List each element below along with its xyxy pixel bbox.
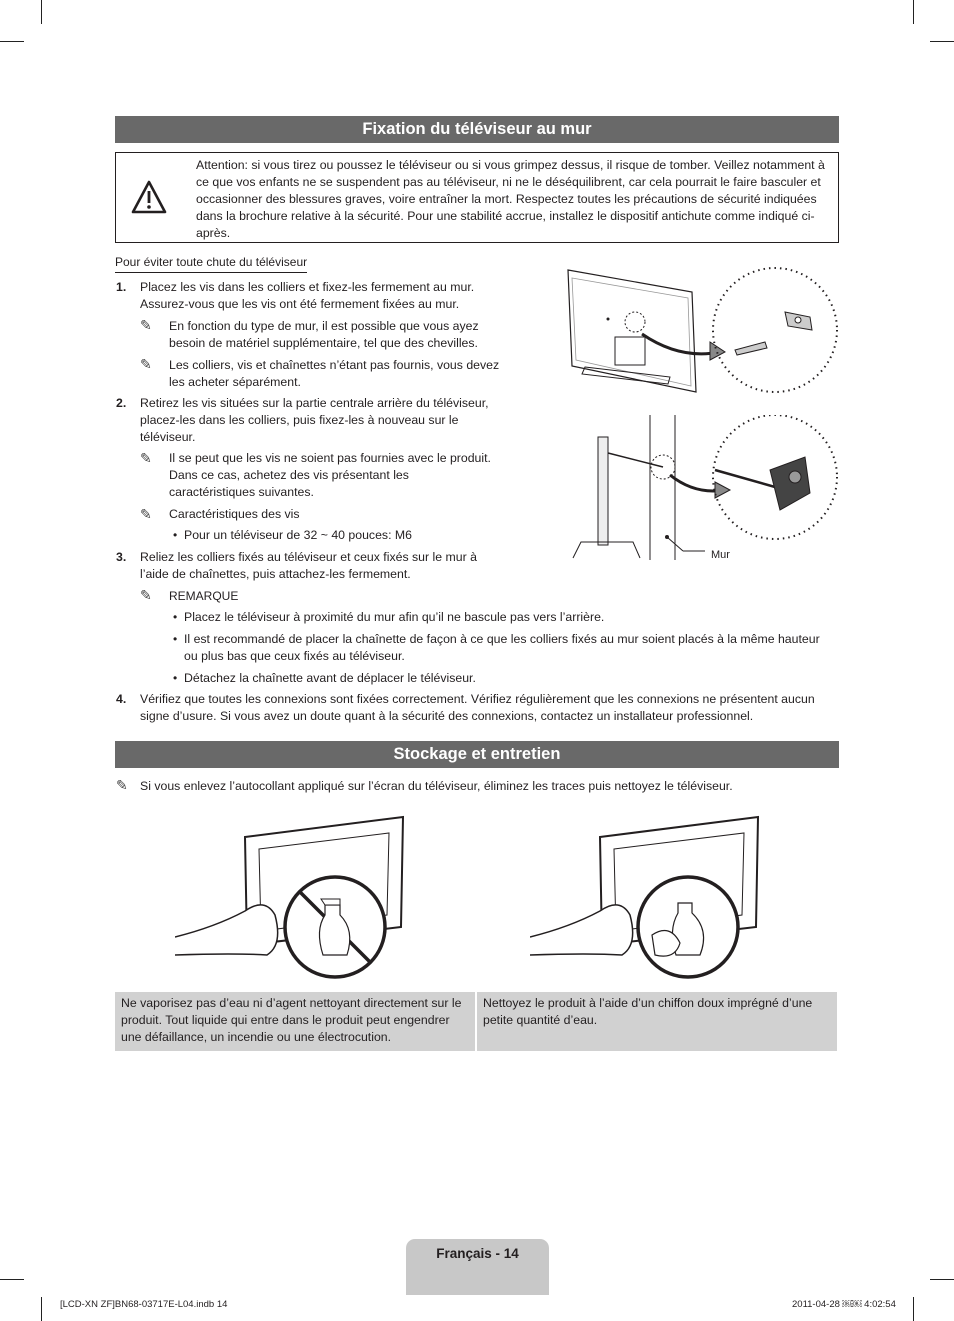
caption-no-spray: Ne vaporisez pas d’eau ni d’agent nettoyant directement sur le produit. Tout liquide qui entre dans le produit peut engendrer une défaillance, un incendie ou une électrocution. (115, 992, 475, 1051)
bullet-text: Il est recommandé de placer la chaînette de façon à ce que les colliers fixés au mur soient placés à la même hauteur ou plus bas que ceux fixés au téléviseur. (184, 632, 820, 663)
section-title-storage: Stockage et entretien (115, 741, 839, 768)
cloth-cleaning-illustration (530, 815, 765, 980)
bullet-icon: • (173, 610, 178, 624)
crop-mark (913, 1297, 914, 1321)
wall-label: Mur (711, 549, 730, 561)
crop-mark (0, 41, 24, 42)
note-text: Les colliers, vis et chaînettes n’étant pas fournis, vous devez les acheter séparément. (169, 358, 500, 389)
bullet-icon: • (173, 671, 178, 685)
pencil-icon: ✎ (140, 587, 152, 603)
note-text: Caractéristiques des vis (169, 507, 300, 521)
tv-wall-chain-illustration (565, 415, 840, 562)
page-number-tab (406, 1239, 549, 1295)
bullet-text: Détachez la chaînette avant de déplacer le téléviseur. (184, 671, 476, 685)
crop-mark (930, 1279, 954, 1280)
step-text: Vérifiez que toutes les connexions sont fixées correctement. Vérifiez régulièrement que les connexions ne présentent aucun signe d’usure. Si vous avez un doute quant à la sécurité des connexions, contactez un installateur professionnel. (140, 692, 815, 723)
bullet-text: Pour un téléviseur de 32 ~ 40 pouces: M6 (184, 528, 412, 542)
bullet-text: Placez le téléviseur à proximité du mur afin qu’il ne bascule pas vers l’arrière. (184, 610, 605, 624)
note-text: En fonction du type de mur, il est possible que vous ayez besoin de matériel supplémentaire, tel que des chevilles. (169, 319, 479, 350)
step-number: 2. (116, 396, 127, 410)
pencil-icon: ✎ (140, 356, 152, 372)
pencil-icon: ✎ (140, 317, 152, 333)
note-text: Il se peut que les vis ne soient pas fournies avec le produit. Dans ce cas, achetez des vis présentant les caractéristiques suivantes. (169, 451, 491, 499)
storage-note: Si vous enlevez l’autocollant appliqué sur l’écran du téléviseur, éliminez les traces puis nettoyez le téléviseur. (140, 779, 733, 793)
step-number: 1. (116, 280, 127, 294)
caption-soft-cloth: Nettoyez le produit à l’aide d’un chiffon doux imprégné d’une petite quantité d’eau. (477, 992, 837, 1051)
step-number: 3. (116, 550, 127, 564)
page-label: Français - 14 (436, 1246, 519, 1261)
crop-mark (0, 1279, 24, 1280)
remark-title: REMARQUE (169, 589, 239, 603)
warning-triangle-icon (130, 179, 168, 215)
bullet-icon: • (173, 528, 178, 542)
step-text: Placez les vis dans les colliers et fixez-les fermement au mur. Assurez-vous que les vis ont été fermement fixées au mur. (140, 280, 475, 311)
imprint-file: [LCD-XN ZF]BN68-03717E-L04.indb 14 (60, 1299, 228, 1310)
pencil-icon: ✎ (140, 450, 152, 466)
step-text: Reliez les colliers fixés au téléviseur et ceux fixés sur le mur à l’aide de chaînettes, puis attachez-les fermement. (140, 550, 477, 581)
tv-back-bracket-illustration (560, 262, 840, 407)
warning-text (196, 157, 826, 242)
crop-mark (913, 0, 914, 24)
step-number: 4. (116, 692, 127, 706)
warning-label: Attention (196, 158, 245, 172)
section-title-wall-mount: Fixation du téléviseur au mur (115, 116, 839, 143)
crop-mark (41, 1297, 42, 1321)
warning-box (115, 152, 839, 243)
pencil-icon: ✎ (140, 506, 152, 522)
step-text: Retirez les vis situées sur la partie centrale arrière du téléviseur, placez-les dans les colliers, puis fixez-les à nouveau sur le téléviseur. (140, 396, 489, 444)
subheading: Pour éviter toute chute du téléviseur (115, 254, 307, 273)
bullet-icon: • (173, 632, 178, 646)
crop-mark (930, 41, 954, 42)
pencil-icon: ✎ (116, 777, 128, 793)
imprint-date: 2011-04-28 ￼￼ 4:02:54 (792, 1299, 896, 1310)
crop-mark (41, 0, 42, 24)
warning-body: : si vous tirez ou poussez le téléviseur ou si vous grimpez dessus, il risque de tomber. Veillez notamment à ce que vos enfants ne se suspendent pas au téléviseur, ni ne le déséquilibrent, car cela pourrait le faire basculer et occasionner des blessures graves, voire entraîner la mort. Respectez toutes les précautions de sécurité indiquées dans la brochure relative à la sécurité. Pour une stabilité accrue, installez le dispositif antichute comme indiqué ci-après. (196, 158, 825, 240)
no-spray-illustration (175, 815, 410, 980)
